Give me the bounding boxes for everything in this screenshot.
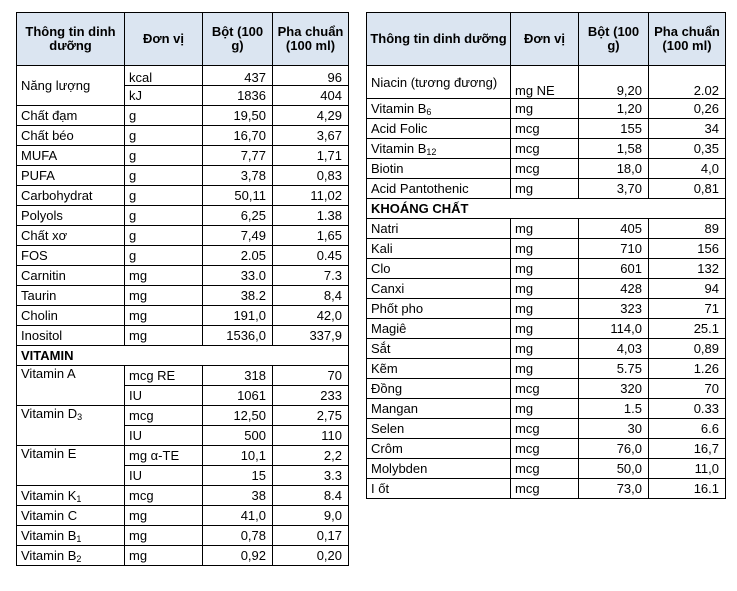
- row-powder: 1.5: [579, 399, 649, 419]
- row-unit: mcg: [511, 439, 579, 459]
- row-name: Sắt: [367, 339, 511, 359]
- row-standard: 0,20: [273, 546, 349, 566]
- table-row: [17, 66, 349, 86]
- row-powder: 50,11: [203, 186, 273, 206]
- row-standard: 11,02: [273, 186, 349, 206]
- row-powder: 405: [579, 219, 649, 239]
- row-name: Niacin (tương đương): [367, 66, 511, 99]
- row-powder: 73,0: [579, 479, 649, 499]
- row-name: Crôm: [367, 439, 511, 459]
- row-powder: 114,0: [579, 319, 649, 339]
- row-powder: 41,0: [203, 506, 273, 526]
- row-unit: mcg: [511, 159, 579, 179]
- row-name: Selen: [367, 419, 511, 439]
- table-row: [367, 259, 726, 279]
- row-standard: 156: [649, 239, 726, 259]
- row-powder: 4,03: [579, 339, 649, 359]
- table-row: [17, 446, 349, 466]
- row-name-text: Vitamin B: [371, 141, 427, 156]
- row-standard: 2,75: [273, 406, 349, 426]
- row-name-text: Vitamin B: [21, 528, 77, 543]
- row-standard: 0.33: [649, 399, 726, 419]
- row-powder: 710: [579, 239, 649, 259]
- row-standard: 233: [273, 386, 349, 406]
- row-standard: 70: [273, 366, 349, 386]
- row-name: FOS: [17, 246, 125, 266]
- row-unit: mcg: [511, 119, 579, 139]
- table-row: [367, 339, 726, 359]
- row-unit: mcg: [511, 139, 579, 159]
- row-powder: 38: [203, 486, 273, 506]
- nutrition-table-left: [16, 12, 349, 566]
- row-standard: 2,2: [273, 446, 349, 466]
- row-standard: 42,0: [273, 306, 349, 326]
- row-unit: mg: [125, 306, 203, 326]
- row-name-subscript: 3: [77, 412, 83, 422]
- row-standard: 1.38: [273, 206, 349, 226]
- row-powder: 38.2: [203, 286, 273, 306]
- row-standard: 0,35: [649, 139, 726, 159]
- row-unit: mg: [125, 326, 203, 346]
- table-row: [17, 366, 349, 386]
- table-row: [17, 226, 349, 246]
- table-row: [367, 219, 726, 239]
- header-row: [367, 13, 726, 66]
- row-powder: 3,70: [579, 179, 649, 199]
- row-name: Clo: [367, 259, 511, 279]
- row-name-text: Vitamin B: [371, 101, 427, 116]
- row-powder: 1,20: [579, 99, 649, 119]
- table-row: [367, 299, 726, 319]
- row-unit: IU: [125, 426, 203, 446]
- row-standard: 94: [649, 279, 726, 299]
- table-row: [17, 146, 349, 166]
- row-unit: mg: [511, 99, 579, 119]
- table-row: [17, 406, 349, 426]
- row-unit: mg α-TE: [125, 446, 203, 466]
- header-standard: Pha chuẩn (100 ml): [273, 13, 349, 66]
- row-powder: 437: [203, 66, 273, 86]
- row-powder: 1836: [203, 86, 273, 106]
- row-standard: 34: [649, 119, 726, 139]
- table-row: [17, 186, 349, 206]
- header-unit: Đơn vị: [125, 13, 203, 66]
- row-standard: 8,4: [273, 286, 349, 306]
- row-powder: 6,25: [203, 206, 273, 226]
- row-powder: 601: [579, 259, 649, 279]
- row-name-text: Vitamin D: [21, 406, 78, 421]
- row-unit: kcal: [125, 66, 203, 86]
- row-unit: mg: [125, 506, 203, 526]
- row-standard: 96: [273, 66, 349, 86]
- header-info: Thông tin dinh dưỡng: [17, 13, 125, 66]
- row-name: [17, 546, 125, 566]
- row-name-subscript: 1: [76, 534, 82, 544]
- row-standard: 6.6: [649, 419, 726, 439]
- row-name: Biotin: [367, 159, 511, 179]
- row-name: Vitamin E: [17, 446, 125, 486]
- table-row: [367, 119, 726, 139]
- row-powder: 18,0: [579, 159, 649, 179]
- table-row: [17, 526, 349, 546]
- row-name: [17, 486, 125, 506]
- row-unit: mg: [511, 259, 579, 279]
- row-name: Chất béo: [17, 126, 125, 146]
- table-row: [367, 399, 726, 419]
- row-unit: mg: [511, 299, 579, 319]
- row-unit: mcg: [125, 406, 203, 426]
- row-unit: mg: [125, 286, 203, 306]
- row-standard: 4,0: [649, 159, 726, 179]
- row-name-subscript: 1: [76, 494, 82, 504]
- row-name: Polyols: [17, 206, 125, 226]
- row-unit: mg: [511, 399, 579, 419]
- row-standard: 1,71: [273, 146, 349, 166]
- row-powder: 323: [579, 299, 649, 319]
- row-standard: 0,17: [273, 526, 349, 546]
- row-unit: IU: [125, 386, 203, 406]
- row-standard: 7.3: [273, 266, 349, 286]
- row-name: [367, 139, 511, 159]
- row-unit: IU: [125, 466, 203, 486]
- row-powder: 155: [579, 119, 649, 139]
- row-standard: 8.4: [273, 486, 349, 506]
- row-standard: 0,26: [649, 99, 726, 119]
- row-unit: mcg: [511, 459, 579, 479]
- row-unit: mg: [125, 526, 203, 546]
- row-name: [367, 99, 511, 119]
- row-powder: 19,50: [203, 106, 273, 126]
- table-row: [367, 279, 726, 299]
- row-powder: 318: [203, 366, 273, 386]
- row-standard: 2.02: [649, 66, 726, 99]
- table-row: [367, 139, 726, 159]
- row-unit: mg: [511, 359, 579, 379]
- row-unit: mg: [511, 339, 579, 359]
- row-unit: mg: [125, 546, 203, 566]
- table-row: [367, 179, 726, 199]
- row-powder: 500: [203, 426, 273, 446]
- row-standard: 16.1: [649, 479, 726, 499]
- row-name: I ốt: [367, 479, 511, 499]
- row-standard: 3.3: [273, 466, 349, 486]
- table-row: [367, 159, 726, 179]
- header-standard: Pha chuẩn (100 ml): [649, 13, 726, 66]
- row-standard: 1,65: [273, 226, 349, 246]
- row-standard: 337,9: [273, 326, 349, 346]
- table-row: [17, 506, 349, 526]
- table-row: [17, 286, 349, 306]
- table-row: [367, 359, 726, 379]
- row-name: MUFA: [17, 146, 125, 166]
- row-powder: 33.0: [203, 266, 273, 286]
- row-name-subscript: 6: [426, 107, 432, 117]
- table-row: [17, 486, 349, 506]
- table-row: [17, 166, 349, 186]
- table-row: [367, 319, 726, 339]
- section-title-vitamin: VITAMIN: [17, 346, 349, 366]
- row-unit: mg: [511, 219, 579, 239]
- row-name: Cholin: [17, 306, 125, 326]
- row-name-text: Vitamin K: [21, 488, 77, 503]
- row-name-subscript: 2: [76, 554, 82, 564]
- row-powder: 428: [579, 279, 649, 299]
- row-powder: 16,70: [203, 126, 273, 146]
- table-row: [17, 546, 349, 566]
- row-name: Chất đạm: [17, 106, 125, 126]
- row-powder: 191,0: [203, 306, 273, 326]
- row-powder: 1,58: [579, 139, 649, 159]
- row-standard: 16,7: [649, 439, 726, 459]
- row-standard: 9,0: [273, 506, 349, 526]
- table-row: [17, 326, 349, 346]
- row-standard: 71: [649, 299, 726, 319]
- row-unit: mcg: [511, 419, 579, 439]
- row-unit: g: [125, 106, 203, 126]
- row-name: [17, 526, 125, 546]
- header-info: Thông tin dinh dưỡng: [367, 13, 511, 66]
- row-powder: 30: [579, 419, 649, 439]
- row-unit: mcg: [511, 379, 579, 399]
- header-row: [17, 13, 349, 66]
- row-unit: g: [125, 206, 203, 226]
- row-standard: 89: [649, 219, 726, 239]
- row-standard: 0,81: [649, 179, 726, 199]
- row-name: Carbohydrat: [17, 186, 125, 206]
- row-name: Magiê: [367, 319, 511, 339]
- row-name: Canxi: [367, 279, 511, 299]
- table-row: [367, 239, 726, 259]
- row-name: Vitamin C: [17, 506, 125, 526]
- row-name: Acid Pantothenic: [367, 179, 511, 199]
- row-powder: 15: [203, 466, 273, 486]
- row-unit: mg NE: [511, 66, 579, 99]
- row-unit: mcg RE: [125, 366, 203, 386]
- table-row: [367, 419, 726, 439]
- section-row: [367, 199, 726, 219]
- row-name: Phốt pho: [367, 299, 511, 319]
- header-powder: Bột (100 g): [203, 13, 273, 66]
- row-powder: 320: [579, 379, 649, 399]
- header-powder: Bột (100 g): [579, 13, 649, 66]
- row-unit: mg: [511, 239, 579, 259]
- table-row: [17, 106, 349, 126]
- row-standard: 0,89: [649, 339, 726, 359]
- row-powder: 1061: [203, 386, 273, 406]
- row-standard: 0.45: [273, 246, 349, 266]
- row-name: Vitamin A: [17, 366, 125, 406]
- row-unit: mcg: [511, 479, 579, 499]
- table-row: [367, 479, 726, 499]
- table-row: [367, 99, 726, 119]
- row-powder: 12,50: [203, 406, 273, 426]
- row-name: Taurin: [17, 286, 125, 306]
- table-row: [17, 266, 349, 286]
- row-name: Năng lượng: [17, 66, 125, 106]
- row-name: Kali: [367, 239, 511, 259]
- row-standard: 4,29: [273, 106, 349, 126]
- section-row: [17, 346, 349, 366]
- row-powder: 7,77: [203, 146, 273, 166]
- row-name: Mangan: [367, 399, 511, 419]
- row-standard: 3,67: [273, 126, 349, 146]
- row-name: [17, 406, 125, 446]
- section-title-minerals: KHOÁNG CHẤT: [367, 199, 726, 219]
- row-unit: g: [125, 166, 203, 186]
- row-name-text: Vitamin B: [21, 548, 77, 563]
- row-powder: 1536,0: [203, 326, 273, 346]
- row-standard: 0,83: [273, 166, 349, 186]
- row-standard: 11,0: [649, 459, 726, 479]
- row-unit: g: [125, 246, 203, 266]
- row-powder: 0,92: [203, 546, 273, 566]
- row-powder: 9,20: [579, 66, 649, 99]
- row-standard: 70: [649, 379, 726, 399]
- row-name: Natri: [367, 219, 511, 239]
- row-name: Carnitin: [17, 266, 125, 286]
- row-standard: 1.26: [649, 359, 726, 379]
- row-unit: g: [125, 226, 203, 246]
- nutrition-table-right: [366, 12, 726, 499]
- row-name: Acid Folic: [367, 119, 511, 139]
- row-powder: 10,1: [203, 446, 273, 466]
- row-powder: 2.05: [203, 246, 273, 266]
- table-row: [367, 459, 726, 479]
- row-powder: 76,0: [579, 439, 649, 459]
- table-row: [17, 246, 349, 266]
- row-name: Molybden: [367, 459, 511, 479]
- table-row: [367, 66, 726, 99]
- row-standard: 132: [649, 259, 726, 279]
- header-unit: Đơn vị: [511, 13, 579, 66]
- row-name-subscript: 12: [426, 147, 437, 157]
- row-name: PUFA: [17, 166, 125, 186]
- row-powder: 0,78: [203, 526, 273, 546]
- table-row: [367, 379, 726, 399]
- row-name: Kẽm: [367, 359, 511, 379]
- table-row: [17, 306, 349, 326]
- row-standard: 110: [273, 426, 349, 446]
- table-row: [367, 439, 726, 459]
- row-name: Đồng: [367, 379, 511, 399]
- row-unit: mg: [511, 319, 579, 339]
- row-powder: 3,78: [203, 166, 273, 186]
- row-powder: 7,49: [203, 226, 273, 246]
- row-unit: mg: [511, 179, 579, 199]
- row-unit: kJ: [125, 86, 203, 106]
- row-unit: g: [125, 126, 203, 146]
- row-standard: 404: [273, 86, 349, 106]
- row-unit: mcg: [125, 486, 203, 506]
- row-powder: 5.75: [579, 359, 649, 379]
- row-standard: 25.1: [649, 319, 726, 339]
- row-powder: 50,0: [579, 459, 649, 479]
- row-unit: mg: [511, 279, 579, 299]
- row-unit: g: [125, 186, 203, 206]
- table-row: [17, 206, 349, 226]
- row-unit: g: [125, 146, 203, 166]
- row-name: Chất xơ: [17, 226, 125, 246]
- row-unit: mg: [125, 266, 203, 286]
- row-name: Inositol: [17, 326, 125, 346]
- table-row: [17, 126, 349, 146]
